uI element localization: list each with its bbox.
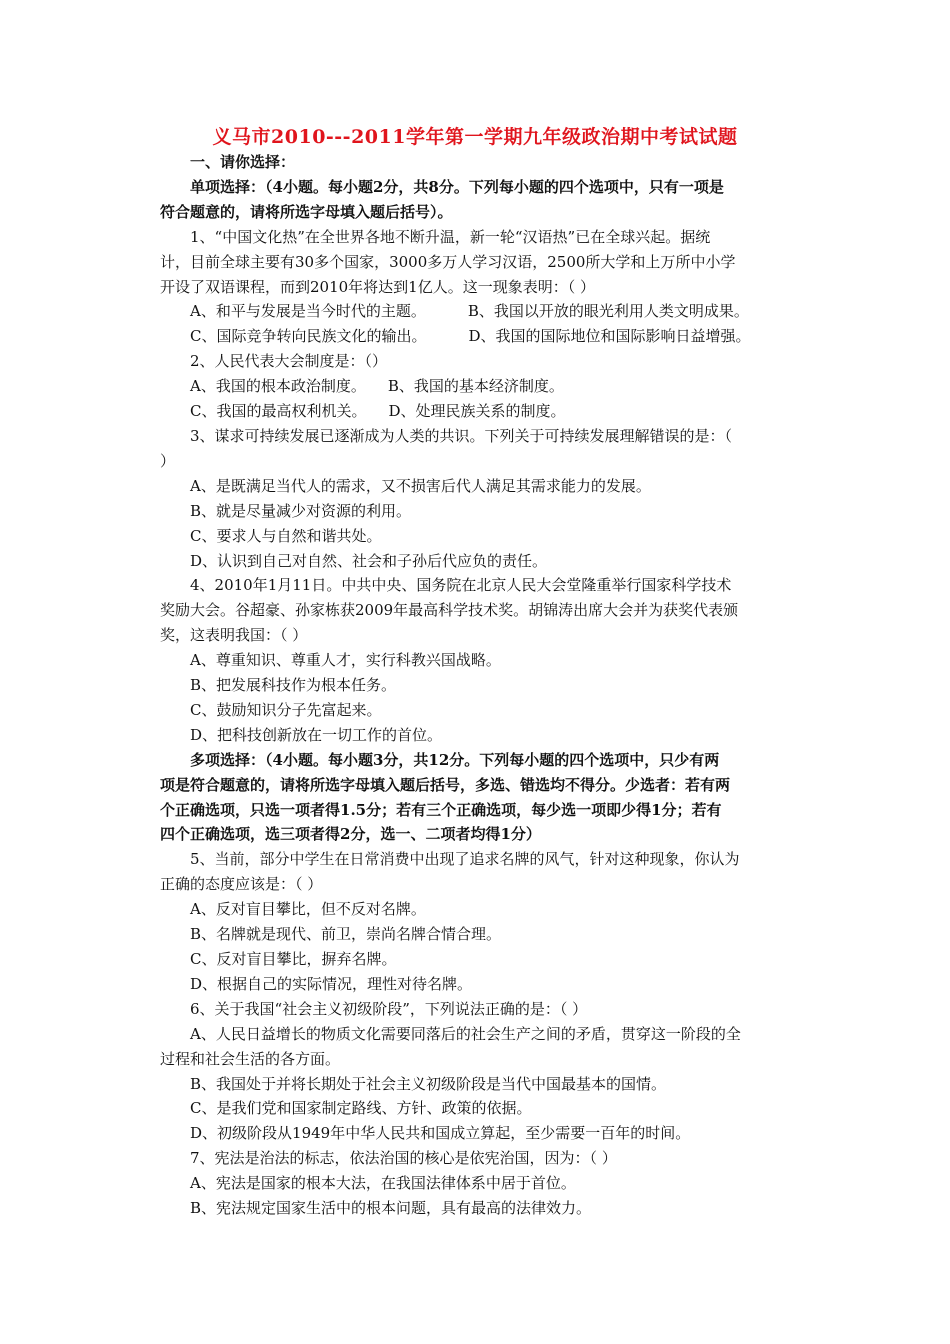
question-stem-line: 3、谋求可持续发展已逐渐成为人类的共识。下列关于可持续发展理解错误的是：（: [190, 426, 733, 445]
question-stem-line: 计，目前全球主要有30多个国家，3000多万人学习汉语，2500所大学和上万所中小学: [160, 252, 736, 271]
page-title: 义马市2010---2011学年第一学期九年级政治期中考试试题: [212, 126, 738, 148]
option-a-continued: 过程和社会生活的各方面。: [160, 1049, 341, 1068]
option-row: [160, 299, 810, 324]
question-stem-line: 4、2010年1月11日。中共中央、国务院在北京人民大会堂隆重举行国家科学技术: [190, 576, 732, 595]
question-stem-line: 奖，这表明我国：（ ）: [160, 626, 308, 645]
option-b: B、我国以开放的眼光利用人类文明成果。: [467, 302, 749, 321]
option-d: D、根据自己的实际情况，理性对待名牌。: [190, 974, 473, 993]
question-stem-line: 2、人民代表大会制度是：（）: [190, 352, 388, 371]
option-a: A、宪法是国家的根本大法，在我国法律体系中居于首位。: [190, 1174, 576, 1193]
question-stem-line: 7、宪法是治法的标志，依法治国的核心是依宪治国，因为：（ ）: [190, 1149, 617, 1168]
section-heading: 一、请你选择：: [190, 153, 296, 171]
option-b: B、把发展科技作为根本任务。: [190, 676, 397, 695]
option-b: B、名牌就是现代、前卫，崇尚名牌合情合理。: [190, 925, 502, 944]
option-a: A、反对盲目攀比，但不反对名牌。: [190, 900, 426, 919]
multi-choice-intro-line: 项是符合题意的，请将所选字母填入题后括号，多选、错选均不得分。少选者：若有两: [160, 775, 731, 794]
option-b: B、我国的基本经济制度。: [387, 377, 564, 396]
option-d: D、初级阶段从1949年中华人民共和国成立算起，至少需要一百年的时间。: [190, 1124, 691, 1143]
option-d: D、把科技创新放在一切工作的首位。: [190, 725, 443, 744]
option-c: C、我国的最高权利机关。: [190, 402, 367, 421]
multi-choice-intro-line: 四个正确选项，选三项者得2分，选一、二项者均得1分）: [160, 825, 541, 844]
option-d: D、我国的国际地位和国际影响日益增强。: [468, 327, 751, 346]
question-stem-line: 开设了双语课程，而到2010年将达到1亿人。这一现象表明：（ ）: [160, 277, 595, 296]
option-a: A、尊重知识、尊重人才，实行科教兴国战略。: [190, 651, 501, 670]
question-stem-line: 正确的态度应该是：（ ）: [160, 875, 323, 894]
option-c: C、鼓励知识分子先富起来。: [190, 700, 382, 719]
option-c: C、反对盲目攀比，摒弃名牌。: [190, 950, 397, 968]
single-choice-intro-line: 单项选择：（4小题。每小题2分，共8分。下列每小题的四个选项中，只有一项是: [190, 177, 724, 196]
question-stem-line: 6、关于我国“社会主义初级阶段”，下列说法正确的是：（ ）: [190, 999, 588, 1018]
single-choice-intro-line: 符合题意的，请将所选字母填入题后括号）。: [160, 202, 453, 221]
question-stem-line: 5、当前，部分中学生在日常消费中出现了追求名牌的风气，针对这种现象，你认为: [190, 850, 740, 869]
option-row: [160, 374, 810, 399]
option-c: C、要求人与自然和谐共处。: [190, 526, 382, 545]
option-b: B、我国处于并将长期处于社会主义初级阶段是当代中国最基本的国情。: [190, 1074, 667, 1093]
option-b: B、宪法规定国家生活中的根本问题，具有最高的法律效力。: [190, 1199, 592, 1218]
option-c: C、国际竞争转向民族文化的输出。: [190, 327, 427, 346]
option-b: B、就是尽量减少对资源的利用。: [190, 501, 412, 520]
option-a: A、是既满足当代人的需求，又不损害后代人满足其需求能力的发展。: [190, 476, 651, 495]
option-a: A、人民日益增长的物质文化需要同落后的社会生产之间的矛盾，贯穿这一阶段的全: [190, 1024, 741, 1043]
option-a: A、我国的根本政治制度。: [190, 377, 366, 396]
question-stem-line: 奖励大会。谷超豪、孙家栋获2009年最高科学技术奖。胡锦涛出席大会并为获奖代表颁: [160, 601, 739, 620]
question-stem-line: ）: [160, 451, 176, 470]
option-row: [160, 324, 810, 349]
question-stem-line: 1、“中国文化热”在全世界各地不断升温，新一轮“汉语热”已在全球兴起。据统: [190, 227, 711, 246]
option-d: D、认识到自己对自然、社会和子孙后代应负的责任。: [190, 551, 548, 570]
exam-body: [160, 150, 810, 1221]
multi-choice-intro-line: 个正确选项，只选一项者得1.5分；若有三个正确选项，每少选一项即少得1分；若有: [160, 800, 722, 819]
option-a: A、和平与发展是当今时代的主题。: [190, 302, 426, 321]
option-row: [160, 399, 810, 424]
option-d: D、处理民族关系的制度。: [388, 402, 566, 421]
option-c: C、是我们党和国家制定路线、方针、政策的依据。: [190, 1099, 532, 1118]
multi-choice-intro-line: 多项选择：（4小题。每小题3分，共12分。下列每小题的四个选项中，只少有两: [190, 750, 720, 769]
